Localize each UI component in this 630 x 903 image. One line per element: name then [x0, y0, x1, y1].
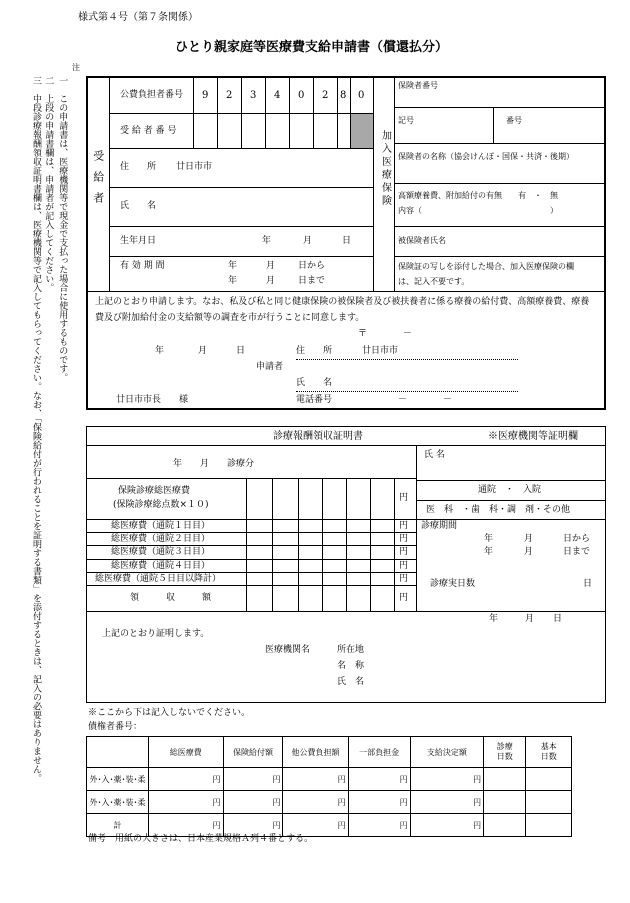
shaded-box: [351, 114, 373, 148]
validity-unit: 年: [228, 276, 238, 286]
patient-name-label: 氏 名: [424, 450, 445, 460]
office-cell: 円: [223, 791, 283, 814]
office-header-cell: 一部負担金: [348, 737, 410, 768]
cert-date-unit: 年: [489, 614, 499, 624]
name-label: 氏 名: [120, 201, 157, 211]
recipient-section-label: 受給者: [91, 150, 105, 213]
recipient-number-label: 受 給 者 番 号: [120, 126, 177, 136]
day-unit: 日: [583, 579, 593, 589]
office-header-cell: 基本 日数: [526, 737, 572, 768]
yen-unit: 円: [399, 561, 409, 571]
validity-unit: 月: [266, 276, 276, 286]
period-unit: 日まで: [563, 547, 591, 557]
office-cell: 円: [283, 791, 348, 814]
total-fee-sub-label: (保険診療総点数×１０): [113, 500, 209, 510]
mayor-label: 廿日市市長 様: [116, 395, 189, 405]
office-cell: 円: [149, 814, 223, 837]
institution-name-label: 名 称: [337, 661, 365, 671]
declaration-line: 上記のとおり申請します。なお、私及び私と同じ健康保険の被保険者及び被扶養者に係る療養の給付費、高額療養費、療養: [95, 297, 590, 307]
notes-heading: 注: [72, 63, 80, 72]
phone-value: － －: [398, 395, 453, 405]
birth-unit: 日: [342, 236, 352, 246]
office-header-cell: [87, 737, 149, 768]
payer-digit: 2: [226, 90, 233, 101]
decl-name-label: 氏 名: [296, 378, 333, 388]
office-cell: [526, 814, 572, 837]
office-header-cell: 保険給付額: [223, 737, 283, 768]
insurer-name-label: 保険者の名称（協会けんぽ・国保・共済・後期）: [398, 152, 574, 161]
yen-unit: 円: [399, 547, 409, 557]
form-title: ひとり親家庭等医療費支給申請書（償還払分）: [175, 40, 449, 55]
institution-label: 医療機関名: [265, 645, 311, 655]
number-label: 番号: [506, 116, 522, 125]
cert-note: ※医療機関等証明欄: [488, 431, 578, 442]
visit-row-label: 総医療費（通院５日目以降計）: [95, 574, 222, 584]
birth-unit: 年: [262, 236, 272, 246]
note-item-1: 一 この申請書は、医療機関等で現金で支払った場合に使用するものです。: [57, 76, 68, 382]
declaration-line: 費及び附加給付金の支給額等の調査を市が行うことに同意します。: [95, 313, 365, 323]
payer-digit: 0: [298, 90, 305, 101]
validity-unit: 月: [266, 261, 276, 271]
office-cell: 円: [223, 768, 283, 791]
validity-unit: 日から: [298, 261, 326, 271]
office-header-cell: 他公費負担額: [283, 737, 348, 768]
office-cell: 円: [348, 768, 410, 791]
office-header-cell: 支給決定額: [410, 737, 483, 768]
copy-note: 保険証の写しを添付した場合、加入医療保険の欄: [398, 262, 574, 271]
payer-digit: 9: [202, 90, 209, 101]
office-header-cell: 総医療費: [149, 737, 223, 768]
phone-label: 電話番号: [296, 395, 333, 405]
address-value: 廿日市市: [176, 162, 213, 172]
birth-unit: 月: [303, 236, 313, 246]
office-cell: 円: [410, 768, 483, 791]
received-label: 領 収 額: [130, 593, 212, 603]
creditor-label: 債権者番号：: [88, 722, 143, 732]
office-row-label: 外･入･薬･装･柔: [87, 768, 149, 791]
office-cell: [526, 768, 572, 791]
treatment-month: 年 月 診療分: [173, 459, 255, 469]
office-table: [86, 736, 572, 837]
insurance-section-label: 加入医療保険: [379, 130, 391, 208]
cert-date-unit: 日: [553, 614, 563, 624]
note-item-2: 二 上段の申請書欄は、申請者が記入してください。: [43, 76, 54, 292]
office-cell: [484, 768, 526, 791]
date-unit: 年: [155, 346, 165, 356]
office-cell: 円: [223, 814, 283, 837]
validity-unit: 年: [228, 261, 238, 271]
visit-row-label: 総医療費（通院３日目）: [111, 547, 211, 557]
validity-label: 有 効 期 間: [120, 261, 165, 271]
receipt-title: 診療報酬領収証明書: [273, 431, 363, 442]
visit-row-label: 総医療費（通院１日目）: [111, 521, 211, 531]
office-cell: 円: [149, 768, 223, 791]
yen-unit: 円: [399, 521, 409, 531]
office-cell: [484, 791, 526, 814]
person-name-label: 氏 名: [337, 677, 365, 687]
insurer-number-label: 保険者番号: [398, 81, 438, 90]
period-label: 診療期間: [421, 521, 458, 531]
yen-unit: 円: [399, 493, 409, 503]
office-cell: 円: [348, 814, 410, 837]
cert-date-unit: 月: [525, 614, 535, 624]
high-cost-label: 高額療養費、附加給付の有無 有 ・ 無: [398, 191, 558, 200]
office-cell: [484, 814, 526, 837]
yen-unit: 円: [399, 574, 409, 584]
copy-note: は、記入不要です。: [398, 277, 470, 286]
payer-digit: 4: [274, 90, 281, 101]
yen-unit: 円: [399, 534, 409, 544]
address-label: 住 所: [120, 162, 157, 172]
location-label: 所在地: [337, 645, 365, 655]
period-unit: 月: [524, 547, 534, 557]
office-row-label: 計: [87, 814, 149, 837]
footer-remark: 備考 用紙の大きさは、日本産業規格Ａ列４番とする。: [88, 834, 314, 844]
departments: 医 科 ・歯 科・調 剤・その他: [426, 505, 571, 515]
office-note: ※ここから下は記入しないでください。: [88, 708, 251, 718]
office-row-label: 外･入･薬･装･柔: [87, 791, 149, 814]
decl-address-value: 廿日市市: [362, 346, 399, 356]
content-label: 内容（ ）: [398, 206, 558, 215]
payer-digit: 3: [250, 90, 257, 101]
period-unit: 月: [524, 534, 534, 544]
visit-row-label: 総医療費（通院２日目）: [111, 534, 211, 544]
period-unit: 日から: [563, 534, 591, 544]
form-number: 様式第４号（第７条関係）: [78, 12, 198, 23]
symbol-label: 記号: [398, 116, 414, 125]
office-cell: [526, 791, 572, 814]
applicant-label: 申請者: [256, 362, 284, 372]
payer-digit: 2: [322, 90, 329, 101]
office-cell: 円: [410, 791, 483, 814]
period-unit: 年: [484, 547, 494, 557]
office-header-cell: 診療 日数: [484, 737, 526, 768]
insured-name-label: 被保険者氏名: [398, 236, 446, 245]
office-cell: 円: [283, 768, 348, 791]
note-item-3: 三 中段診療報酬領収証明書欄は、医療機関等で記入してもらってください。なお、「保険給付が行われることを証明する書類」を添付するときは、記入の必要はありません。: [31, 76, 41, 783]
yen-unit: 円: [399, 593, 409, 603]
office-cell: 円: [410, 814, 483, 837]
actual-days-label: 診療実日数: [430, 579, 476, 589]
office-cell: 円: [348, 791, 410, 814]
birth-label: 生年月日: [120, 236, 157, 246]
postal-mark: 〒 －: [358, 329, 413, 339]
date-unit: 月: [198, 346, 208, 356]
public-payer-label: 公費負担者番号: [120, 90, 184, 100]
visit-type: 通院 ・ 入院: [478, 485, 542, 495]
date-unit: 日: [236, 346, 246, 356]
decl-address-label: 住 所: [296, 346, 333, 356]
period-unit: 年: [484, 534, 494, 544]
office-cell: 円: [149, 791, 223, 814]
total-fee-label: 保険診療総医療費: [118, 486, 191, 496]
cert-statement: 上記のとおり証明します。: [102, 629, 210, 639]
payer-digit: 8: [340, 90, 347, 101]
validity-unit: 日まで: [298, 276, 326, 286]
visit-row-label: 総医療費（通院４日目）: [111, 561, 211, 571]
payer-digit: 0: [358, 90, 365, 101]
office-cell: 円: [283, 814, 348, 837]
